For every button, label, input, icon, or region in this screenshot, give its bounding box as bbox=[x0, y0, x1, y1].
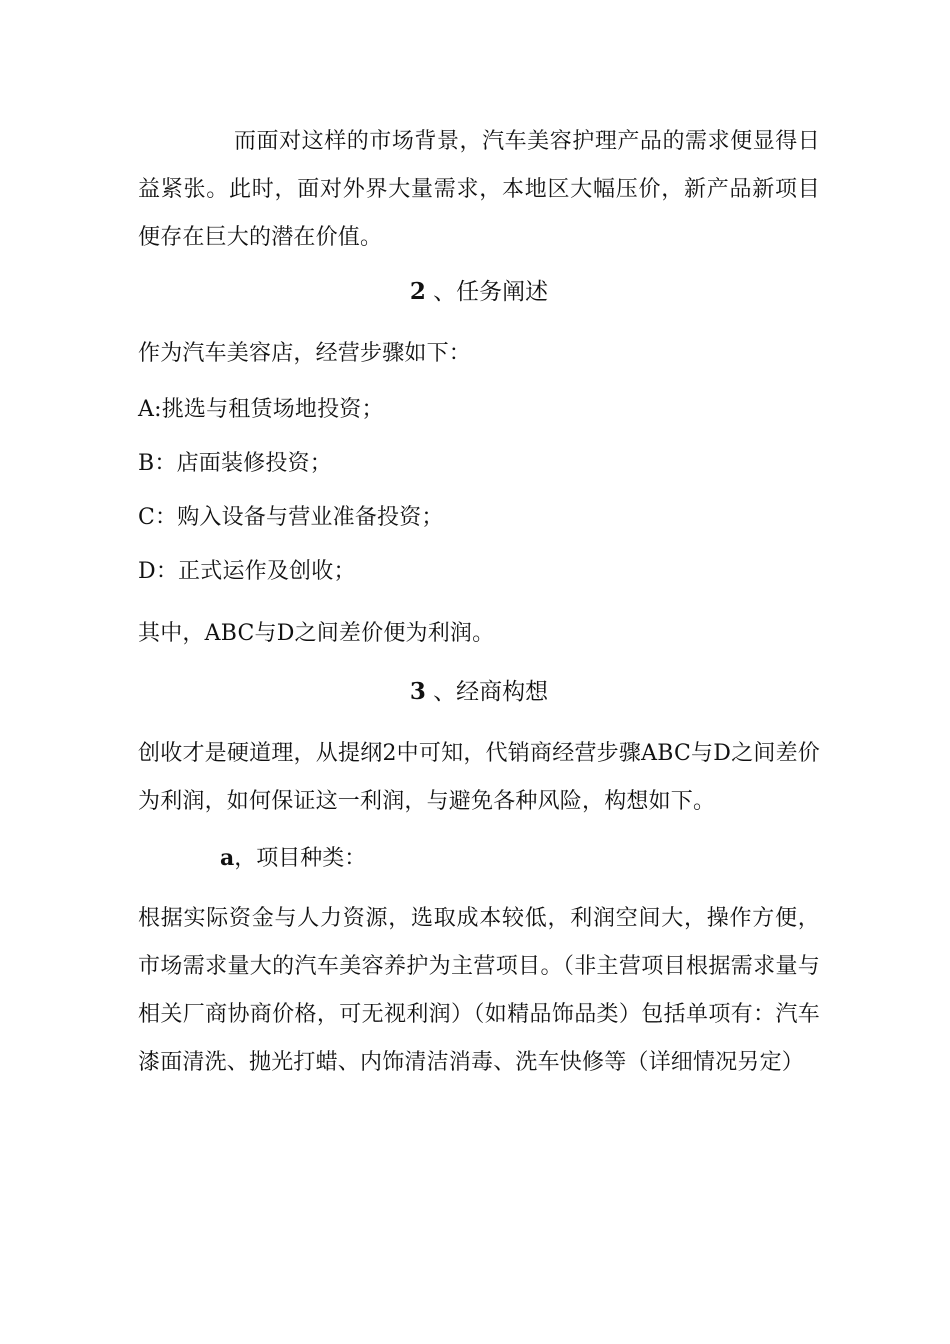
subsection-a-marker: a bbox=[220, 845, 235, 871]
step-b: B：店面装修投资； bbox=[138, 451, 332, 476]
step-c: C：购入设备与营业准备投资； bbox=[138, 505, 444, 530]
section-2-summary: 其中，ABC与D之间差价便为利润。 bbox=[138, 621, 495, 646]
section-3-heading bbox=[138, 668, 820, 716]
section-3-number: 3 bbox=[409, 678, 426, 705]
section-3-lead: 创收才是硬道理，从提纲2中可知，代销商经营步骤ABC与D之间差价为利润，如何保证这一利润，与避免各种风险，构想如下。 bbox=[138, 741, 820, 814]
subsection-a-title: ，项目种类： bbox=[234, 846, 367, 871]
subsection-a-body: 根据实际资金与人力资源，选取成本较低，利润空间大，操作方便，市场需求量大的汽车美容养护为主营项目。（非主营项目根据需求量与相关厂商协商价格，可无视利润）（如精品饰品类）包括单项有：汽车漆面清洗、抛光打蜡、内饰清洁消毒、洗车快修等（详细情况另定） bbox=[138, 906, 820, 1075]
step-d: D：正式运作及创收； bbox=[138, 559, 356, 584]
section-2-lead: 作为汽车美容店，经营步骤如下： bbox=[138, 341, 472, 366]
section-3-title: 、经商构想 bbox=[433, 679, 549, 705]
document-body bbox=[138, 118, 820, 1087]
subsection-a-heading bbox=[138, 834, 820, 883]
section-2-number: 2 bbox=[409, 278, 426, 305]
section-2-heading bbox=[138, 268, 820, 316]
section-2-title: 、任务阐述 bbox=[433, 279, 549, 305]
intro-paragraph: 而面对这样的市场背景，汽车美容护理产品的需求便显得日益紧张。此时，面对外界大量需求，本地区大幅压价，新产品新项目便存在巨大的潜在价值。 bbox=[138, 129, 820, 250]
step-a: A:挑选与租赁场地投资； bbox=[138, 397, 384, 422]
